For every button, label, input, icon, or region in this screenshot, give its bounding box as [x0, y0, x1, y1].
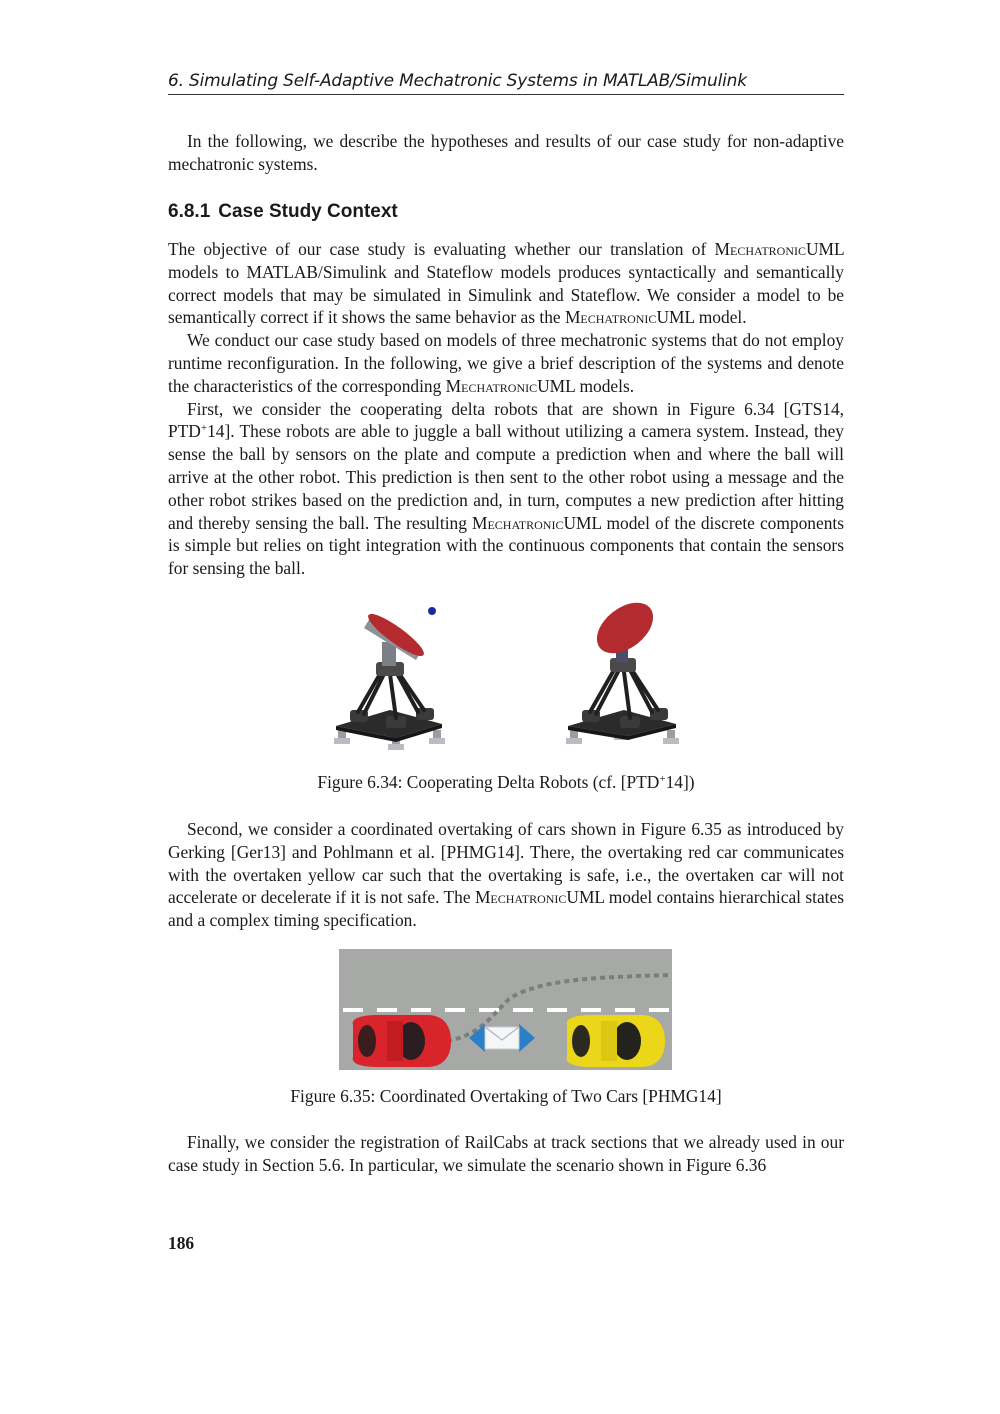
yellow-car-rear-window	[572, 1025, 590, 1057]
juggling-ball	[428, 607, 436, 615]
delta-robot-left	[334, 609, 445, 750]
brand-mechatronic: Mechatronic	[714, 239, 806, 259]
brand-mechatronic: Mechatronic	[445, 375, 538, 396]
caption-text-b: 14])	[665, 772, 695, 792]
brand-mechatronic: Mechatronic	[471, 512, 564, 533]
p3-text-b: 14]. These robots are able to juggle a ball without utilizing a camera system. Instead, they sense the ball by sensors on the plate and compute a prediction when and where the ball will arrive at the other robot. This prediction is then sent to the other robot using a message and the other robot strikes based on the prediction and, in turn, computes a new prediction after hitting and thereby sensing the ball. The resulting	[168, 421, 844, 533]
paragraph-5: Finally, we consider the registration of RailCabs at track sections that we already used in our case study in Section 5.6. In particular, we simulate the scenario shown in Figure 6.36	[168, 1132, 844, 1175]
figure-delta-robots	[330, 598, 690, 756]
main-text	[168, 238, 844, 580]
p1-text-a: The objective of our case study is evaluating whether our translation of	[168, 239, 715, 259]
brand-uml: UML	[806, 239, 844, 259]
section-title: Case Study Context	[218, 201, 398, 222]
robot-foot	[388, 744, 404, 750]
p1-text-c: model.	[694, 307, 747, 328]
section-heading	[168, 200, 398, 224]
red-car-rear-window	[358, 1025, 376, 1057]
brand-uml: UML	[566, 887, 605, 908]
section-number: 6.8.1	[168, 201, 211, 222]
brand-mechatronic: Mechatronic	[474, 887, 567, 908]
p3-text-a: First, we consider the cooperating delta robots that are shown in Figure 6.34 [GTS14, PTD	[168, 398, 844, 442]
figure-overtaking-cars	[339, 949, 672, 1070]
brand-uml: UML	[563, 512, 602, 533]
p2-text-a: We conduct our case study based on models of three mechatronic systems that do not employ runtime reconfiguration. In the following, we give a brief description of the systems and denote the characteristics of the corresponding	[168, 330, 844, 396]
running-header: 6. Simulating Self-Adaptive Mechatronic Systems in MATLAB/Simulink	[168, 70, 844, 95]
figure-6-34-caption	[168, 771, 844, 793]
p1-text-b: models to MATLAB/Simulink and Stateflow models produces syntactically and semantically correct models that may be simulated in Simulink and Stateflow. We consider a model to be semantically correct if it shows the same behavior as the	[168, 261, 844, 328]
robot-foot	[334, 738, 350, 744]
delta-robot-right	[566, 598, 679, 744]
robot-foot	[429, 738, 445, 744]
brand-mechatronic: Mechatronic	[564, 307, 657, 328]
caption-text-a: Figure 6.34: Cooperating Delta Robots (cf. [PTD	[317, 772, 660, 792]
robot-foot	[566, 738, 582, 744]
p3-text-c: model of the discrete components is simple but relies on tight integration with the continuous components that contain the sensors for sensing the ball.	[168, 512, 844, 579]
p4-text-a: Second, we consider a coordinated overtaking of cars shown in Figure 6.35 as introduced by Gerking [Ger13] and Pohlmann et al. [PHMG14]. There, the overtaking red car communicates with the overtaken yellow car such that the overtaking is safe, i.e., the overtaken car will not accelerate or decelerate if it is not safe. The	[168, 819, 844, 908]
p2-text-b: models.	[575, 375, 635, 396]
yellow-car-roof	[601, 1021, 617, 1061]
yellow-car-windshield	[613, 1022, 641, 1060]
superscript-plus: +	[200, 422, 208, 435]
red-car-roof	[387, 1021, 403, 1061]
superscript-plus: +	[659, 773, 666, 785]
paragraph-1	[168, 238, 844, 329]
brand-uml: UML	[656, 307, 695, 328]
red-car	[353, 1015, 451, 1067]
paragraph-4	[168, 818, 844, 932]
intro-paragraph: In the following, we describe the hypotheses and results of our case study for non-adaptive mechatronic systems.	[168, 131, 844, 174]
paragraph-3	[168, 398, 844, 580]
figure-6-35-caption: Figure 6.35: Coordinated Overtaking of Two Cars [PHMG14]	[290, 1086, 722, 1106]
page-number: 186	[168, 1233, 195, 1253]
p4-text-b: model contains hierarchical states and a complex timing specification.	[168, 887, 844, 931]
robot-foot	[663, 738, 679, 744]
yellow-car	[567, 1015, 665, 1067]
paragraph-2	[168, 329, 844, 397]
brand-uml: UML	[537, 375, 576, 396]
